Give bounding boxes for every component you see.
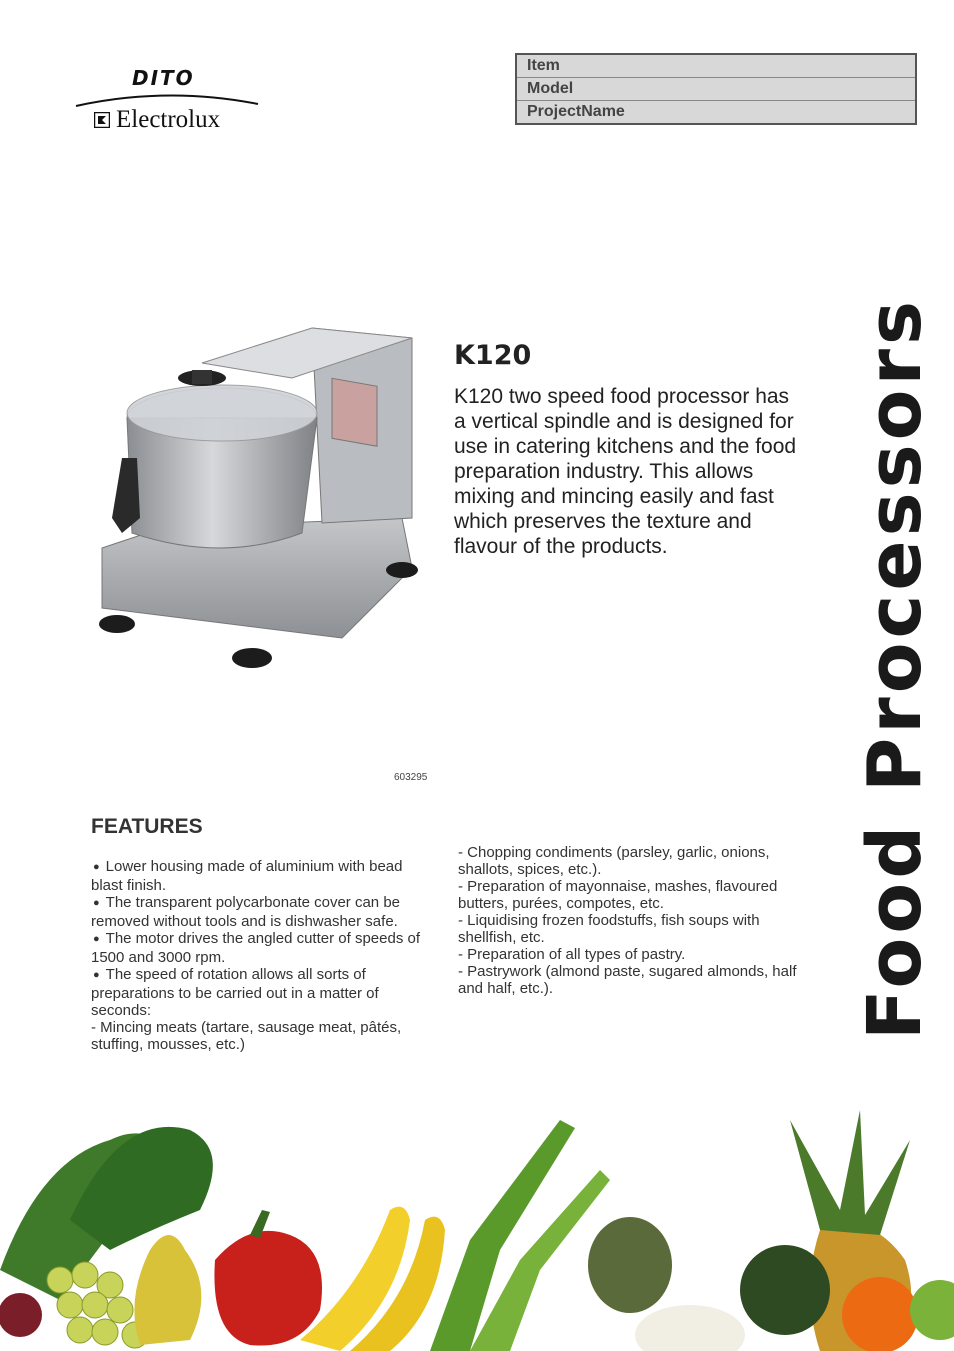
features-heading: FEATURES [91, 815, 203, 838]
feature-item: ● The transparent polycarbonate cover can be removed without tools and is dishwasher safe. [91, 894, 431, 930]
feature-item: ● The speed of rotation allows all sorts of preparations to be carried out in a matter of seconds: [91, 966, 431, 1019]
electrolux-brand [94, 106, 220, 134]
dito-electrolux-logo [74, 66, 260, 136]
product-description: K120 two speed food processor has a vertical spindle and is designed for use in catering kitchens and the food preparation industry. This allows mixing and mincing easily and fast which preserves the texture and flavour of the products. [454, 385, 797, 558]
feature-item: ● The motor drives the angled cutter of speeds of 1500 and 3000 rpm. [91, 930, 431, 966]
vegetables-banner-image [0, 1100, 954, 1351]
feature-item: ● Lower housing made of aluminium with bead blast finish. [91, 858, 431, 894]
electrolux-mark-icon [94, 112, 110, 128]
feature-item: - Preparation of all types of pastry. [458, 946, 686, 963]
feature-item: - Mincing meats (tartare, sausage meat, pâtés, stuffing, mousses, etc.) [91, 1019, 402, 1053]
info-project-row: ProjectName [527, 103, 625, 120]
feature-item: - Chopping condiments (parsley, garlic, onions, shallots, spices, etc.). [458, 844, 770, 878]
side-title: Food Processors [852, 296, 938, 1040]
food-processor-image [92, 308, 428, 678]
electrolux-text: Electrolux [116, 106, 221, 133]
info-table [515, 53, 917, 125]
feature-item: - Liquidising frozen foodstuffs, fish soups with shellfish, etc. [458, 912, 760, 946]
feature-item: - Pastrywork (almond paste, sugared almonds, half and half, etc.). [458, 963, 797, 997]
features-column-1 [91, 858, 431, 1053]
info-item-row: Item [517, 55, 915, 78]
model-title: K120 [454, 340, 532, 371]
dito-logo-text: DITO [132, 66, 195, 90]
feature-item: - Preparation of mayonnaise, mashes, flavoured butters, purées, compotes, etc. [458, 878, 778, 912]
features-column-2 [458, 844, 803, 997]
photo-code: 603295 [394, 772, 428, 783]
info-model-row: Model [517, 78, 915, 101]
